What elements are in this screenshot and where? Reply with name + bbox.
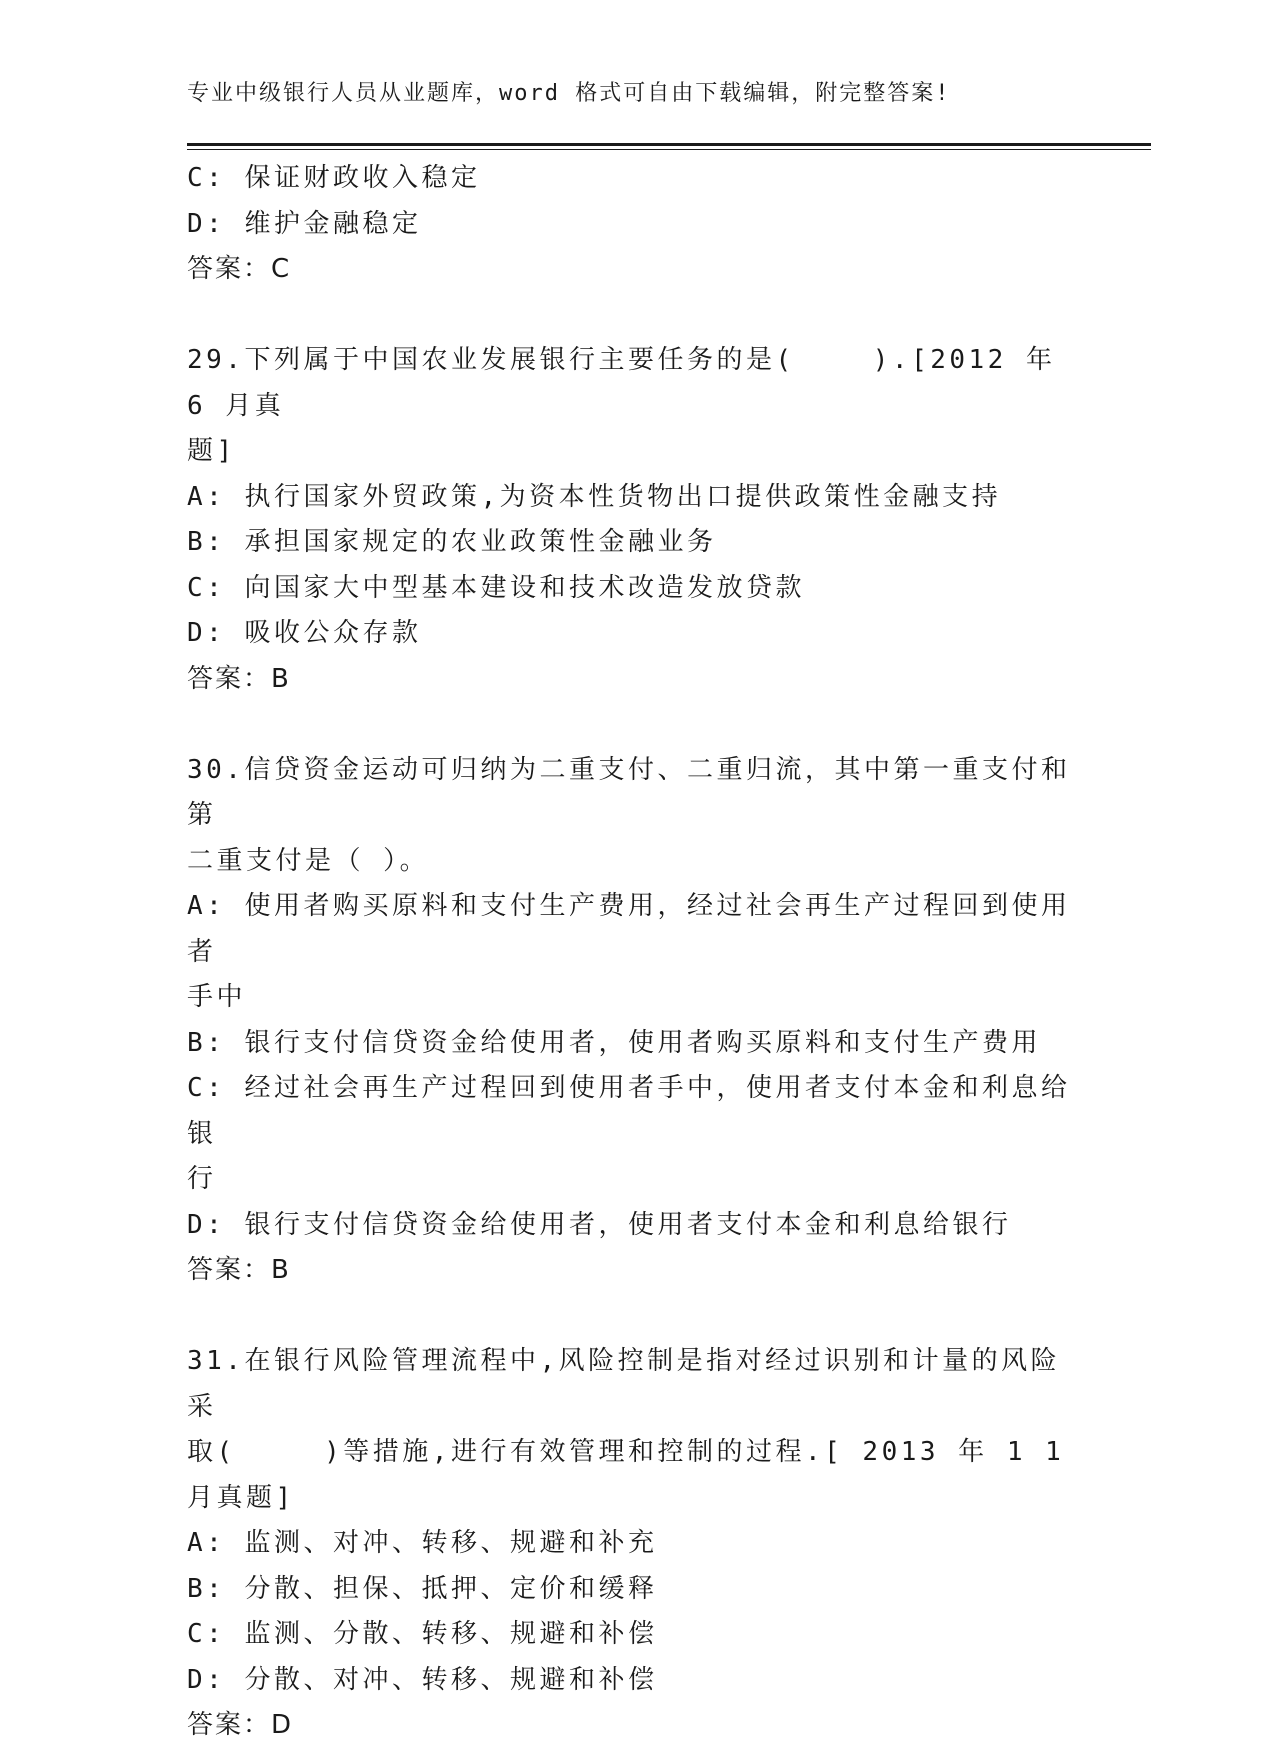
option-line: 手中 [187, 982, 247, 1012]
option-line: D: 分散、对冲、转移、规避和补偿 [187, 1664, 658, 1695]
spacer [187, 1294, 1087, 1340]
answer-line: 答案：B [187, 1255, 291, 1285]
option-line: A: 执行国家外贸政策,为资本性货物出口提供政策性金融支持 [187, 481, 1002, 512]
question-stem: 31.在银行风险管理流程中,风险控制是指对经过识别和计量的风险采 [187, 1346, 1061, 1422]
option-line: B: 分散、担保、抵押、定价和缓释 [187, 1573, 658, 1604]
spacer [187, 702, 1087, 748]
continued-question [187, 156, 1087, 293]
option-line: A: 使用者购买原料和支付生产费用，经过社会再生产过程回到使用者 [187, 891, 1071, 967]
option-line: C: 经过社会再生产过程回到使用者手中，使用者支付本金和利息给银 [187, 1073, 1071, 1149]
question-stem: 29.下列属于中国农业发展银行主要任务的是( ).[2012 年 6 月真 [187, 345, 1075, 421]
spacer [187, 293, 1087, 339]
question-31 [187, 1339, 1087, 1749]
option-line: A: 监测、对冲、转移、规避和补充 [187, 1528, 658, 1558]
page-header: 专业中级银行人员从业题库，word 格式可自由下载编辑，附完整答案! [187, 81, 951, 106]
question-stem: 30.信贷资金运动可归纳为二重支付、二重归流，其中第一重支付和第 [187, 754, 1071, 830]
question-30 [187, 748, 1087, 1294]
header-rule-thin [187, 149, 1151, 150]
answer-line: 答案：D [187, 1710, 294, 1740]
answer-line: 答案：C [187, 254, 292, 284]
header-rule-thick [187, 143, 1151, 146]
answer-line: 答案：B [187, 663, 291, 694]
question-content [187, 156, 1087, 1749]
question-stem: 二重支付是（ ）。 [187, 845, 430, 876]
question-stem: 取( )等措施,进行有效管理和控制的过程.[ 2013 年 1 1 月真题] [187, 1437, 1084, 1513]
question-stem: 题] [187, 436, 236, 466]
option-line: 行 [187, 1164, 217, 1194]
question-29 [187, 338, 1087, 702]
option-line: C: 监测、分散、转移、规避和补偿 [187, 1619, 658, 1649]
option-line: C: 保证财政收入稳定 [187, 163, 481, 193]
option-line: B: 承担国家规定的农业政策性金融业务 [187, 527, 717, 557]
option-line: B: 银行支付信贷资金给使用者，使用者购买原料和支付生产费用 [187, 1027, 1041, 1058]
option-line: D: 吸收公众存款 [187, 618, 422, 648]
option-line: C: 向国家大中型基本建设和技术改造发放贷款 [187, 572, 805, 603]
option-line: D: 银行支付信贷资金给使用者，使用者支付本金和利息给银行 [187, 1209, 1012, 1240]
option-line: D: 维护金融稳定 [187, 208, 422, 239]
